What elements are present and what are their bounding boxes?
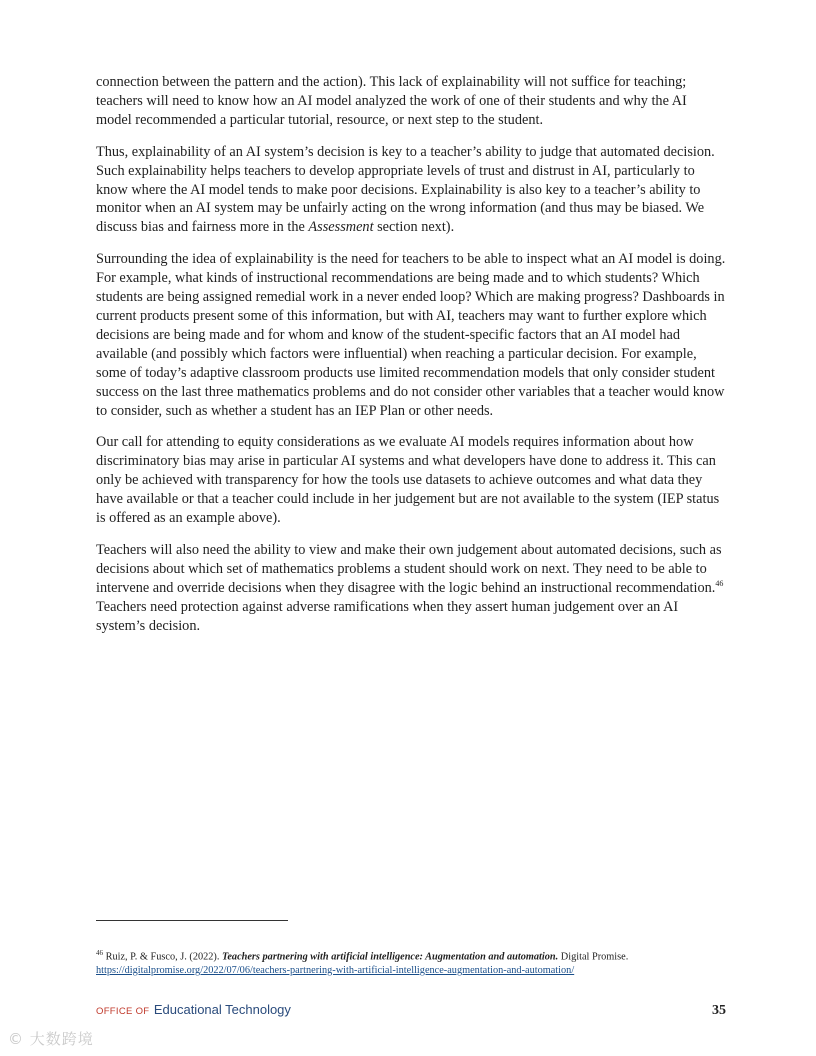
footnote-link[interactable]: https://digitalpromise.org/2022/07/06/teachers-partnering-with-artificial-intelligence-augmentation-and-automation/ (96, 964, 575, 976)
footnote-number: 46 (96, 949, 103, 957)
logo-office-of: OFFICE OF (96, 1006, 150, 1017)
watermark-icon: © (8, 1030, 24, 1048)
footnote-reference[interactable]: 46 (715, 578, 724, 588)
paragraph-text: Thus, explainability of an AI system’s decision is key to a teacher’s ability to judge that automated decision. Such explainability helps teachers to develop appropriate levels of trust and distrust in AI, particularly to know where the AI model tends to make poor decisions. Explainability is also key to a teacher’s ability to monitor when an AI system may be unfairly acting on the wrong information (and thus may be biased. We discuss bias and fairness more in the (96, 143, 715, 236)
watermark-logo (8, 1028, 94, 1049)
footnote (96, 947, 736, 977)
document-body (96, 73, 726, 648)
paragraph-text: Teachers need protection against adverse ramifications when they assert human judgement over an AI system’s decision. (96, 598, 679, 634)
office-logo (96, 1001, 291, 1019)
footnote-publisher: Digital Promise. (558, 951, 629, 963)
paragraph-explainability-trust (96, 143, 726, 238)
paragraph-explainability-intro: connection between the pattern and the action). This lack of explainability will not suffice for teaching; teachers will need to know how an AI model analyzed the work of one of their students and why the AI model recommended a particular tutorial, resource, or next step to the student. (96, 74, 687, 128)
paragraph-inspect-model: Surrounding the idea of explainability is the need for teachers to be able to inspect what an AI model is doing. For example, what kinds of instructional recommendations are being made and to which students? Which students are being assigned remedial work in a never ended loop? Which are making progress? Dashboards in current products present some of this information, but with AI, teachers may want to further explore which decisions are being made and for whom and know of the student-specific factors that an AI model had available (and possibly which factors were influential) when reaching a particular decision. For example, some of today’s adaptive classroom products use limited recommendation models that only consider student success on the last three mathematics problems and do not consider other variables that a teacher would know to consider, such as whether a student has an IEP Plan or other needs. (96, 251, 726, 419)
paragraph-text: section next). (373, 219, 455, 236)
watermark-text: 大数跨境 (29, 1030, 94, 1048)
page-number: 35 (712, 1003, 726, 1018)
logo-educational-technology: Educational Technology (153, 1002, 291, 1017)
assessment-section-reference: Assessment (308, 219, 374, 236)
paragraph-equity: Our call for attending to equity considerations as we evaluate AI models requires information about how discriminatory bias may arise in particular AI systems and what developers have done to address it. This can only be achieved with transparency for how the tools use datasets to achieve outcomes and what data they have available or that a teacher could include in her judgement but are not available to the system (IEP status is offered as an example above). (96, 434, 720, 527)
paragraph-text: Teachers will also need the ability to view and make their own judgement about automated decisions, such as decisions about which set of mathematics problems a student should work on next. They need to be able to intervene and override decisions when they disagree with the logic behind an instructional recommendation. (96, 541, 722, 596)
paragraph-teacher-judgement (96, 541, 726, 636)
footnote-title: Teachers partnering with artificial intelligence: Augmentation and automation. (222, 951, 559, 963)
footnote-divider (96, 920, 288, 921)
footnote-text: Ruiz, P. & Fusco, J. (2022). (103, 951, 222, 963)
